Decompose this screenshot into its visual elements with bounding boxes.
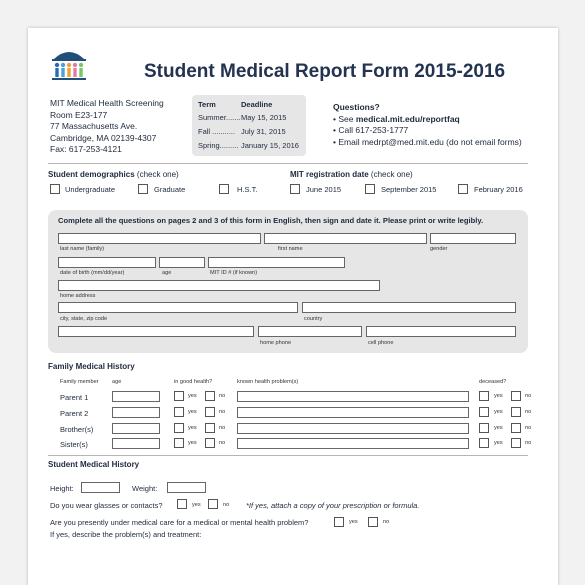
prescription-note: *If yes, attach a copy of your prescription or formula.: [246, 501, 420, 510]
medical-care-yes-checkbox[interactable]: [334, 517, 344, 527]
medical-care-no-checkbox[interactable]: [368, 517, 378, 527]
family-age-field[interactable]: [112, 423, 160, 434]
good-health-yes-checkbox[interactable]: [174, 438, 184, 448]
good-health-no-checkbox[interactable]: [205, 407, 215, 417]
glasses-no-checkbox[interactable]: [208, 499, 218, 509]
health-problem-field[interactable]: [237, 391, 469, 402]
dob-field[interactable]: [58, 257, 156, 268]
age-field[interactable]: [159, 257, 205, 268]
form-page: Student Medical Report Form 2015-2016 MIT Medical Health Screening Room E23-177 77 Massachusetts Ave. Cambridge, MA 02139-4307 Fax: 617-253-4121 Term Deadline Summer....... May 15, 2015 Fall ........... July 31, 2015 Spring......... January 15, 2016 Questions? • See medical.mit.edu/reportfaq • Call 617-253-1777 • Email medrpt@med.mit.edu (do not email forms) Student demographics (check one) Undergraduate Graduate H.S.T. MIT registration date (check one) June 2015 September 2015 February 2016 Complete all the questions on pages 2 and 3 of this form in English, then sign and date it. Please print or write legibly. last name (family) first name gender date of birth (mm/dd/year) age MIT ID # (if known) home address city, state, zip code country home phone cell phone Family Medical History Family member age in good health? known health problem(s) deceased? Parent 1 yes no yes no Parent 2 yes no yes no Brother(s) yes no yes no Sister(s) yes no yes no Student Medical History Height: Weight: Do you wear glasses or contacts? yes no *If yes, attach a copy of your prescription or formula. Are you presently under medical care for a medical or mental health problem? yes no If yes, describe the problem(s) and treatment:: [28, 28, 558, 585]
first-name-field[interactable]: [264, 233, 427, 244]
weight-field[interactable]: [167, 482, 206, 493]
september-2015-checkbox[interactable]: [365, 184, 375, 194]
deceased-yes-checkbox[interactable]: [479, 423, 489, 433]
good-health-yes-checkbox[interactable]: [174, 391, 184, 401]
health-problem-field[interactable]: [237, 438, 469, 449]
february-2016-checkbox[interactable]: [458, 184, 468, 194]
demographics-heading: Student demographics (check one): [48, 170, 179, 179]
good-health-no-checkbox[interactable]: [205, 438, 215, 448]
family-member-label: Brother(s): [60, 425, 94, 434]
mailing-address: MIT Medical Health Screening Room E23-177 77 Massachusetts Ave. Cambridge, MA 02139-4307 Fax: 617-253-4121: [50, 98, 164, 154]
deceased-yes-checkbox[interactable]: [479, 391, 489, 401]
home-phone-field[interactable]: [258, 326, 362, 337]
deceased-no-checkbox[interactable]: [511, 438, 521, 448]
family-age-field[interactable]: [112, 391, 160, 402]
instructions-text: Complete all the questions on pages 2 and 3 of this form in English, then sign and date it. Please print or write legibly.: [58, 216, 484, 225]
deceased-yes-checkbox[interactable]: [479, 438, 489, 448]
medical-care-question: Are you presently under medical care for a medical or mental health problem?: [50, 518, 309, 527]
good-health-yes-checkbox[interactable]: [174, 423, 184, 433]
describe-problem-label: If yes, describe the problem(s) and treatment:: [50, 530, 202, 539]
questions-block: Questions? • See medical.mit.edu/reportfaq • Call 617-253-1777 • Email medrpt@med.mit.edu (do not email forms): [333, 102, 522, 147]
faq-link[interactable]: medical.mit.edu/reportfaq: [355, 113, 460, 124]
june-2015-checkbox[interactable]: [290, 184, 300, 194]
family-member-label: Parent 1: [60, 393, 89, 402]
deadline-table: Term Deadline Summer....... May 15, 2015 Fall ........... July 31, 2015 Spring......... January 15, 2016: [192, 95, 306, 156]
family-history-heading: Family Medical History: [48, 362, 135, 371]
home-address-field[interactable]: [58, 280, 380, 291]
city-state-zip-field[interactable]: [58, 302, 298, 313]
mit-id-field[interactable]: [208, 257, 345, 268]
gender-field[interactable]: [430, 233, 516, 244]
country-field[interactable]: [302, 302, 516, 313]
cell-phone-field[interactable]: [366, 326, 516, 337]
page-title: Student Medical Report Form 2015-2016: [144, 61, 506, 82]
blank-field[interactable]: [58, 326, 254, 337]
deceased-no-checkbox[interactable]: [511, 407, 521, 417]
health-problem-field[interactable]: [237, 407, 469, 418]
mit-medical-logo: [48, 43, 90, 83]
good-health-no-checkbox[interactable]: [205, 391, 215, 401]
family-member-label: Sister(s): [60, 440, 88, 449]
registration-heading: MIT registration date (check one): [290, 170, 413, 179]
health-problem-field[interactable]: [237, 423, 469, 434]
deceased-yes-checkbox[interactable]: [479, 407, 489, 417]
deceased-no-checkbox[interactable]: [511, 391, 521, 401]
glasses-question: Do you wear glasses or contacts?: [50, 501, 163, 510]
graduate-checkbox[interactable]: [138, 184, 148, 194]
hst-checkbox[interactable]: [219, 184, 229, 194]
family-age-field[interactable]: [112, 438, 160, 449]
glasses-yes-checkbox[interactable]: [177, 499, 187, 509]
deceased-no-checkbox[interactable]: [511, 423, 521, 433]
last-name-field[interactable]: [58, 233, 261, 244]
student-history-heading: Student Medical History: [48, 460, 140, 469]
height-field[interactable]: [81, 482, 120, 493]
good-health-yes-checkbox[interactable]: [174, 407, 184, 417]
good-health-no-checkbox[interactable]: [205, 423, 215, 433]
undergraduate-checkbox[interactable]: [50, 184, 60, 194]
family-age-field[interactable]: [112, 407, 160, 418]
family-member-label: Parent 2: [60, 409, 89, 418]
